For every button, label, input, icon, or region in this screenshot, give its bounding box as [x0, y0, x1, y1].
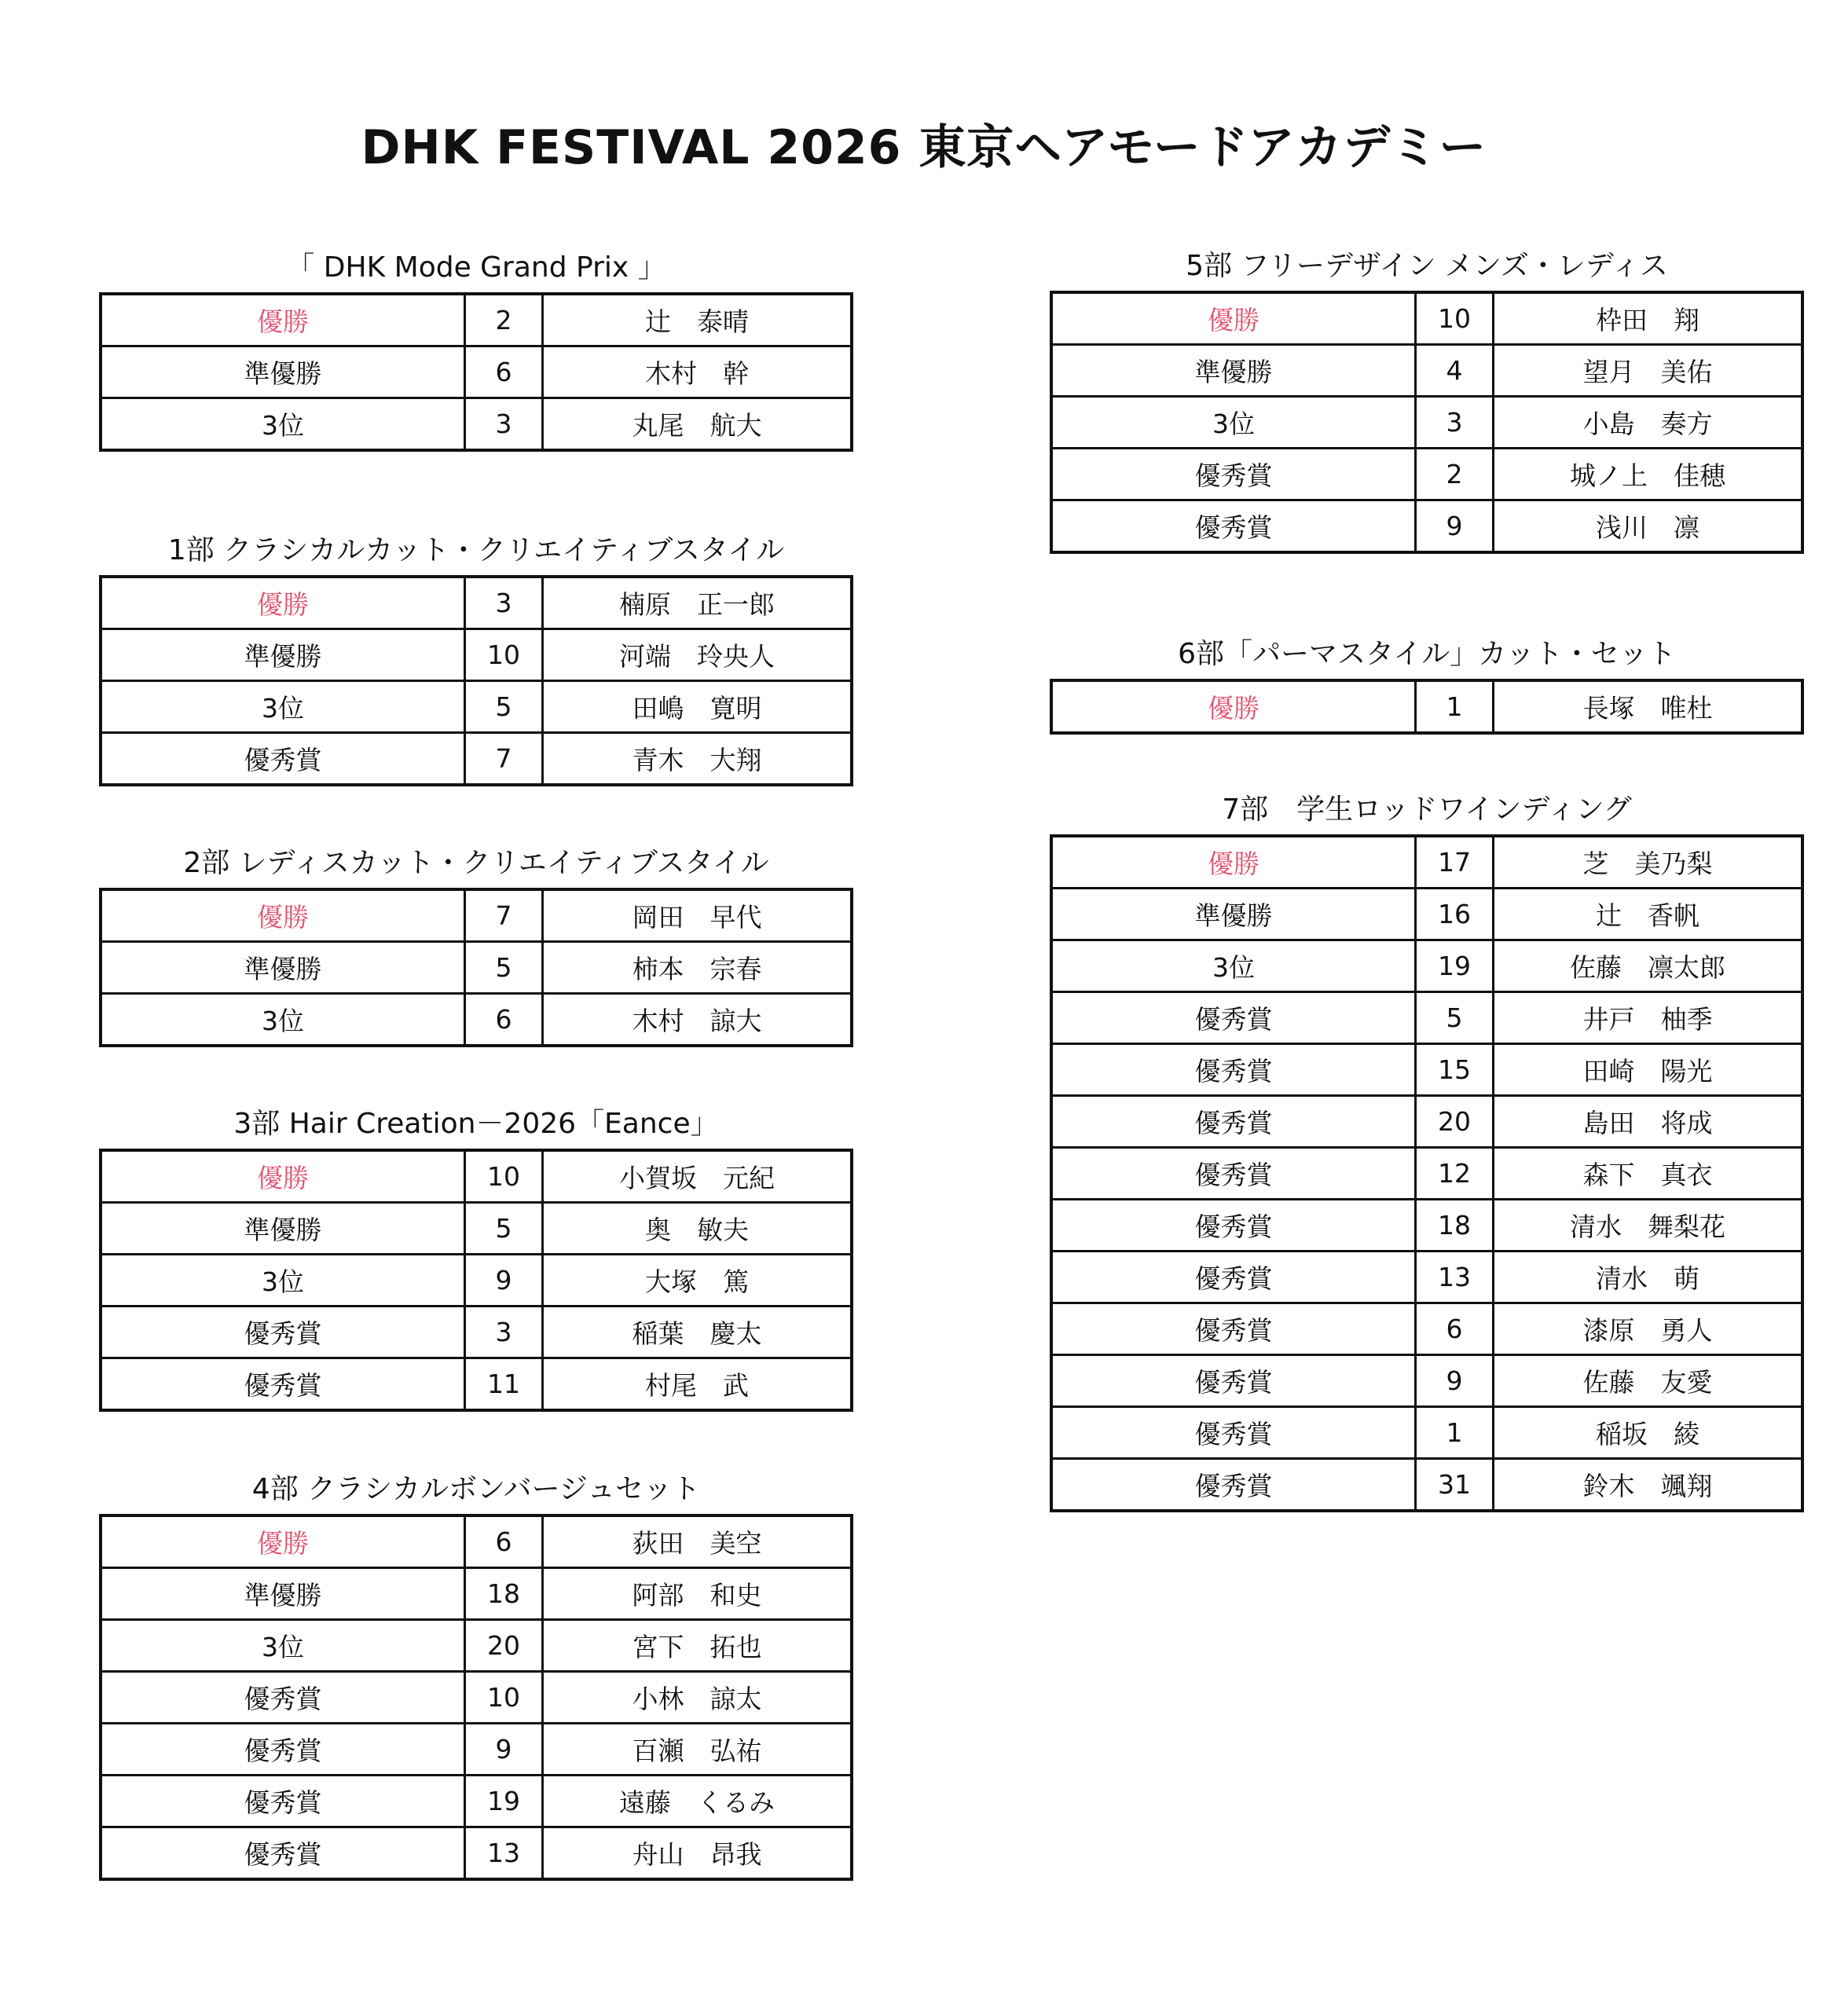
results-table: [99, 888, 853, 1047]
rank-cell: 優秀賞: [1051, 1355, 1416, 1407]
name-cell: 漆原 勇人: [1494, 1303, 1803, 1355]
result-row: [101, 1358, 852, 1411]
rank-cell: 優秀賞: [1051, 1096, 1416, 1148]
name-cell: 河端 玲央人: [543, 629, 852, 681]
name-cell: 田崎 陽光: [1494, 1044, 1803, 1096]
entry-number-cell: 7: [465, 889, 543, 942]
result-row: [101, 681, 852, 733]
rank-cell: 準優勝: [1051, 345, 1416, 397]
entry-number-cell: 19: [1416, 940, 1494, 992]
rank-cell: 優秀賞: [101, 733, 465, 786]
rank-cell: 優勝: [1051, 836, 1416, 889]
rank-cell: 3位: [101, 994, 465, 1046]
result-row: [101, 1307, 852, 1358]
entry-number-cell: 15: [1416, 1044, 1494, 1096]
name-cell: 遠藤 くるみ: [543, 1776, 852, 1827]
section-title: 「 DHK Mode Grand Prix 」: [286, 251, 666, 284]
results-table: [99, 292, 853, 452]
result-row: [101, 1255, 852, 1307]
rank-cell: 優秀賞: [1051, 1148, 1416, 1200]
entry-number-cell: 5: [465, 942, 543, 994]
entry-number-cell: 2: [465, 294, 543, 346]
entry-number-cell: 13: [1416, 1252, 1494, 1303]
rank-cell: 3位: [101, 681, 465, 733]
rank-cell: 優秀賞: [101, 1358, 465, 1411]
result-row: [101, 733, 852, 786]
entry-number-cell: 6: [465, 994, 543, 1046]
section-grand-prix: [99, 244, 853, 452]
entry-number-cell: 9: [465, 1724, 543, 1776]
result-row: [101, 1724, 852, 1776]
name-cell: 村尾 武: [543, 1358, 852, 1411]
result-row: [1051, 397, 1802, 449]
result-row: [101, 346, 852, 398]
results-table: [99, 1514, 853, 1881]
rank-cell: 優秀賞: [1051, 1303, 1416, 1355]
entry-number-cell: 20: [465, 1620, 543, 1672]
results-table: [1050, 834, 1804, 1512]
entry-number-cell: 10: [1416, 292, 1494, 345]
result-row: [1051, 449, 1802, 500]
result-row: [101, 294, 852, 346]
name-cell: 丸尾 航大: [543, 398, 852, 451]
rank-cell: 3位: [101, 1255, 465, 1307]
name-cell: 浅川 凛: [1494, 500, 1803, 553]
name-cell: 宮下 拓也: [543, 1620, 852, 1672]
section-part-1: [99, 526, 853, 786]
result-row: [1051, 992, 1802, 1044]
entry-number-cell: 6: [465, 1515, 543, 1568]
rank-cell: 優秀賞: [1051, 1459, 1416, 1512]
rank-cell: 優秀賞: [1051, 500, 1416, 553]
rank-cell: 準優勝: [101, 942, 465, 994]
entry-number-cell: 13: [465, 1827, 543, 1880]
rank-cell: 優勝: [101, 1150, 465, 1203]
section-part-5: [1050, 242, 1804, 554]
rank-cell: 優秀賞: [1051, 1252, 1416, 1303]
name-cell: 田嶋 寛明: [543, 681, 852, 733]
name-cell: 奥 敏夫: [543, 1203, 852, 1255]
rank-cell: 優秀賞: [101, 1672, 465, 1724]
results-table: [99, 1149, 853, 1412]
results-table: [99, 575, 853, 786]
name-cell: 辻 泰晴: [543, 294, 852, 346]
result-row: [101, 1203, 852, 1255]
rank-cell: 優秀賞: [101, 1724, 465, 1776]
name-cell: 島田 将成: [1494, 1096, 1803, 1148]
page-title: DHK FESTIVAL 2026 東京ヘアモードアカデミー: [361, 120, 1487, 175]
section-title: 4部 クラシカルボンバージュセット: [251, 1473, 701, 1505]
name-cell: 望月 美佑: [1494, 345, 1803, 397]
rank-cell: 優秀賞: [101, 1307, 465, 1358]
name-cell: 清水 萌: [1494, 1252, 1803, 1303]
entry-number-cell: 10: [465, 1672, 543, 1724]
rank-cell: 3位: [1051, 940, 1416, 992]
entry-number-cell: 10: [465, 629, 543, 681]
result-row: [101, 398, 852, 451]
result-row: [1051, 1407, 1802, 1459]
name-cell: 小島 奏方: [1494, 397, 1803, 449]
rank-cell: 優秀賞: [1051, 1407, 1416, 1459]
name-cell: 長塚 唯杜: [1494, 680, 1803, 733]
entry-number-cell: 6: [465, 346, 543, 398]
name-cell: 岡田 早代: [543, 889, 852, 942]
rank-cell: 優秀賞: [1051, 992, 1416, 1044]
rank-cell: 優勝: [101, 294, 465, 346]
name-cell: 小賀坂 元紀: [543, 1150, 852, 1203]
name-cell: 青木 大翔: [543, 733, 852, 786]
result-row: [101, 1776, 852, 1827]
name-cell: 佐藤 凛太郎: [1494, 940, 1803, 992]
name-cell: 木村 幹: [543, 346, 852, 398]
rank-cell: 3位: [1051, 397, 1416, 449]
section-title: 7部 学生ロッドワインディング: [1222, 793, 1632, 826]
entry-number-cell: 9: [1416, 1355, 1494, 1407]
entry-number-cell: 11: [465, 1358, 543, 1411]
section-part-6: [1050, 630, 1804, 735]
rank-cell: 3位: [101, 398, 465, 451]
results-table: [1050, 291, 1804, 554]
entry-number-cell: 1: [1416, 1407, 1494, 1459]
result-row: [1051, 292, 1802, 345]
rank-cell: 優秀賞: [101, 1776, 465, 1827]
rank-cell: 準優勝: [1051, 889, 1416, 940]
result-row: [1051, 1096, 1802, 1148]
result-row: [101, 1150, 852, 1203]
result-row: [1051, 680, 1802, 733]
name-cell: 稲葉 慶太: [543, 1307, 852, 1358]
result-row: [1051, 1252, 1802, 1303]
name-cell: 清水 舞梨花: [1494, 1200, 1803, 1252]
entry-number-cell: 10: [465, 1150, 543, 1203]
entry-number-cell: 3: [1416, 397, 1494, 449]
rank-cell: 優勝: [101, 889, 465, 942]
result-row: [101, 577, 852, 629]
entry-number-cell: 7: [465, 733, 543, 786]
rank-cell: 準優勝: [101, 346, 465, 398]
rank-cell: 優勝: [1051, 680, 1416, 733]
name-cell: 木村 諒大: [543, 994, 852, 1046]
name-cell: 芝 美乃梨: [1494, 836, 1803, 889]
entry-number-cell: 31: [1416, 1459, 1494, 1512]
result-row: [101, 1620, 852, 1672]
result-row: [101, 942, 852, 994]
name-cell: 佐藤 友愛: [1494, 1355, 1803, 1407]
entry-number-cell: 5: [1416, 992, 1494, 1044]
result-row: [1051, 1303, 1802, 1355]
entry-number-cell: 2: [1416, 449, 1494, 500]
rank-cell: 優勝: [1051, 292, 1416, 345]
result-row: [1051, 889, 1802, 940]
entry-number-cell: 19: [465, 1776, 543, 1827]
name-cell: 舟山 昂我: [543, 1827, 852, 1880]
result-row: [1051, 500, 1802, 553]
name-cell: 柿本 宗春: [543, 942, 852, 994]
entry-number-cell: 20: [1416, 1096, 1494, 1148]
result-row: [1051, 1459, 1802, 1512]
section-title: 1部 クラシカルカット・クリエイティブスタイル: [167, 534, 785, 566]
entry-number-cell: 18: [465, 1568, 543, 1620]
entry-number-cell: 9: [465, 1255, 543, 1307]
section-title: 3部 Hair Creation－2026「Eance」: [233, 1108, 719, 1140]
name-cell: 稲坂 綾: [1494, 1407, 1803, 1459]
name-cell: 楠原 正一郎: [543, 577, 852, 629]
entry-number-cell: 18: [1416, 1200, 1494, 1252]
section-title: 5部 フリーデザイン メンズ・レディス: [1186, 250, 1668, 282]
result-row: [101, 889, 852, 942]
result-row: [1051, 1200, 1802, 1252]
section-part-4: [99, 1465, 853, 1881]
rank-cell: 準優勝: [101, 629, 465, 681]
name-cell: 阿部 和史: [543, 1568, 852, 1620]
section-part-2: [99, 839, 853, 1047]
name-cell: 城ノ上 佳穂: [1494, 449, 1803, 500]
name-cell: 鈴木 颯翔: [1494, 1459, 1803, 1512]
entry-number-cell: 3: [465, 398, 543, 451]
name-cell: 辻 香帆: [1494, 889, 1803, 940]
rank-cell: 優秀賞: [1051, 1200, 1416, 1252]
result-row: [101, 629, 852, 681]
results-table: [1050, 679, 1804, 735]
rank-cell: 優秀賞: [1051, 449, 1416, 500]
section-title: 2部 レディスカット・クリエイティブスタイル: [183, 847, 769, 879]
rank-cell: 優勝: [101, 1515, 465, 1568]
entry-number-cell: 16: [1416, 889, 1494, 940]
result-row: [1051, 940, 1802, 992]
name-cell: 大塚 篤: [543, 1255, 852, 1307]
result-row: [1051, 1044, 1802, 1096]
result-row: [101, 1568, 852, 1620]
result-row: [101, 1827, 852, 1880]
entry-number-cell: 4: [1416, 345, 1494, 397]
rank-cell: 優秀賞: [1051, 1044, 1416, 1096]
name-cell: 枠田 翔: [1494, 292, 1803, 345]
section-title: 6部「パーマスタイル」カット・セット: [1178, 638, 1676, 670]
result-row: [1051, 345, 1802, 397]
result-row: [101, 1672, 852, 1724]
result-row: [1051, 1355, 1802, 1407]
entry-number-cell: 3: [465, 1307, 543, 1358]
name-cell: 小林 諒太: [543, 1672, 852, 1724]
rank-cell: 3位: [101, 1620, 465, 1672]
rank-cell: 優秀賞: [101, 1827, 465, 1880]
rank-cell: 準優勝: [101, 1203, 465, 1255]
entry-number-cell: 1: [1416, 680, 1494, 733]
section-part-7: [1050, 786, 1804, 1512]
entry-number-cell: 6: [1416, 1303, 1494, 1355]
result-row: [101, 1515, 852, 1568]
entry-number-cell: 17: [1416, 836, 1494, 889]
name-cell: 百瀬 弘祐: [543, 1724, 852, 1776]
entry-number-cell: 9: [1416, 500, 1494, 553]
entry-number-cell: 5: [465, 1203, 543, 1255]
result-row: [1051, 1148, 1802, 1200]
result-row: [1051, 836, 1802, 889]
section-part-3: [99, 1100, 853, 1412]
rank-cell: 優勝: [101, 577, 465, 629]
name-cell: 井戸 柚季: [1494, 992, 1803, 1044]
entry-number-cell: 5: [465, 681, 543, 733]
name-cell: 荻田 美空: [543, 1515, 852, 1568]
entry-number-cell: 12: [1416, 1148, 1494, 1200]
result-row: [101, 994, 852, 1046]
rank-cell: 準優勝: [101, 1568, 465, 1620]
entry-number-cell: 3: [465, 577, 543, 629]
name-cell: 森下 真衣: [1494, 1148, 1803, 1200]
